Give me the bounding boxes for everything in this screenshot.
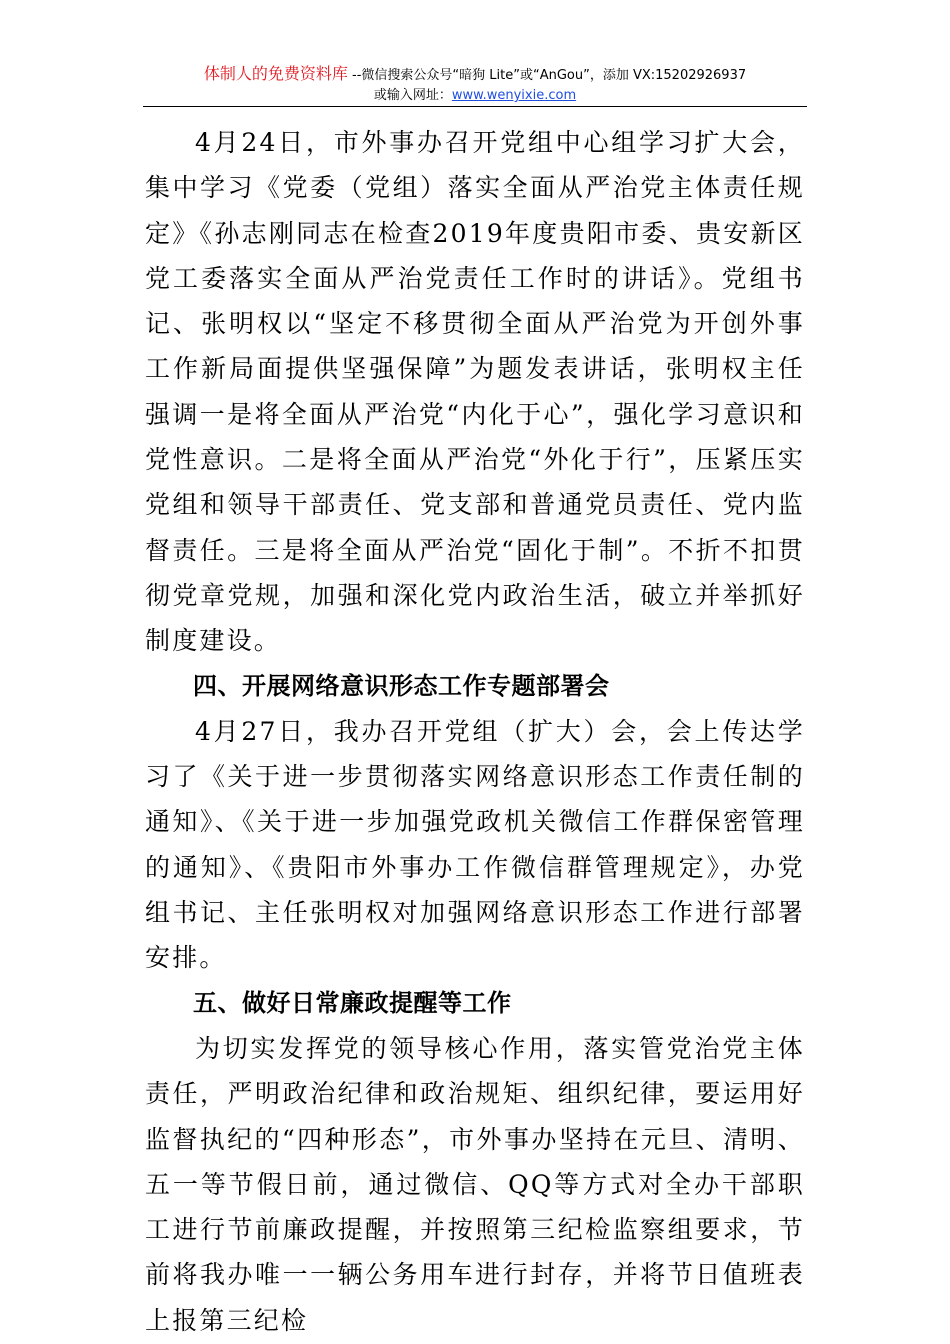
paragraph-integrity-reminders: 为切实发挥党的领导核心作用，落实管党治党主体责任，严明政治纪律和政治规矩、组织纪律，要运用好监督执纪的“四种形态”，市外事办坚持在元旦、清明、五一等节假日前，通过微信、QQ等方式对全办干部职工进行节前廉政提醒，并按照第三纪检监察组要求，节前将我办唯一一辆公务用车进行封存，并将节日值班表上报第三纪检 bbox=[145, 1033, 805, 1335]
paragraph-meeting-april-27: 4月27日，我办召开党组（扩大）会，会上传达学习了《关于进一步贯彻落实网络意识形态工作责任制的通知》、《关于进一步加强党政机关微信工作群保密管理的通知》、《贵阳市外事办工作微信群管理规定》，办党组书记、主任张明权对加强网络意识形态工作进行部署安排。 bbox=[145, 716, 805, 973]
header-url-link[interactable]: www.wenyixie.com bbox=[451, 88, 577, 103]
section-heading-5: 五、做好日常廉政提醒等工作 bbox=[193, 988, 512, 1017]
section-heading-4: 四、开展网络意识形态工作专题部署会 bbox=[193, 671, 610, 700]
page-header bbox=[143, 64, 807, 106]
header-divider bbox=[143, 106, 807, 107]
header-brand: 体制人的免费资料库 bbox=[203, 64, 348, 83]
document-body bbox=[145, 120, 805, 1343]
header-line-2 bbox=[143, 86, 807, 106]
header-line-1 bbox=[143, 64, 807, 86]
header-url-prefix: 或输入网址： bbox=[373, 88, 452, 103]
paragraph-meeting-april-24: 4月24日，市外事办召开党组中心组学习扩大会，集中学习《党委（党组）落实全面从严治党主体责任规定》《孙志刚同志在检查2019年度贵阳市委、贵安新区党工委落实全面从严治党责任工作时的讲话》。党组书记、张明权以“坚定不移贯彻全面从严治党为开创外事工作新局面提供坚强保障”为题发表讲话，张明权主任强调一是将全面从严治党“内化于心”，强化学习意识和党性意识。二是将全面从严治党“外化于行”，压紧压实党组和领导干部责任、党支部和普通党员责任、党内监督责任。三是将全面从严治党“固化于制”。不折不扣贯彻党章党规，加强和深化党内政治生活，破立并举抓好制度建设。 bbox=[145, 128, 805, 656]
header-info: --微信搜索公众号“暗狗 Lite”或“AnGou”，添加 VX:15202926937 bbox=[347, 68, 747, 83]
